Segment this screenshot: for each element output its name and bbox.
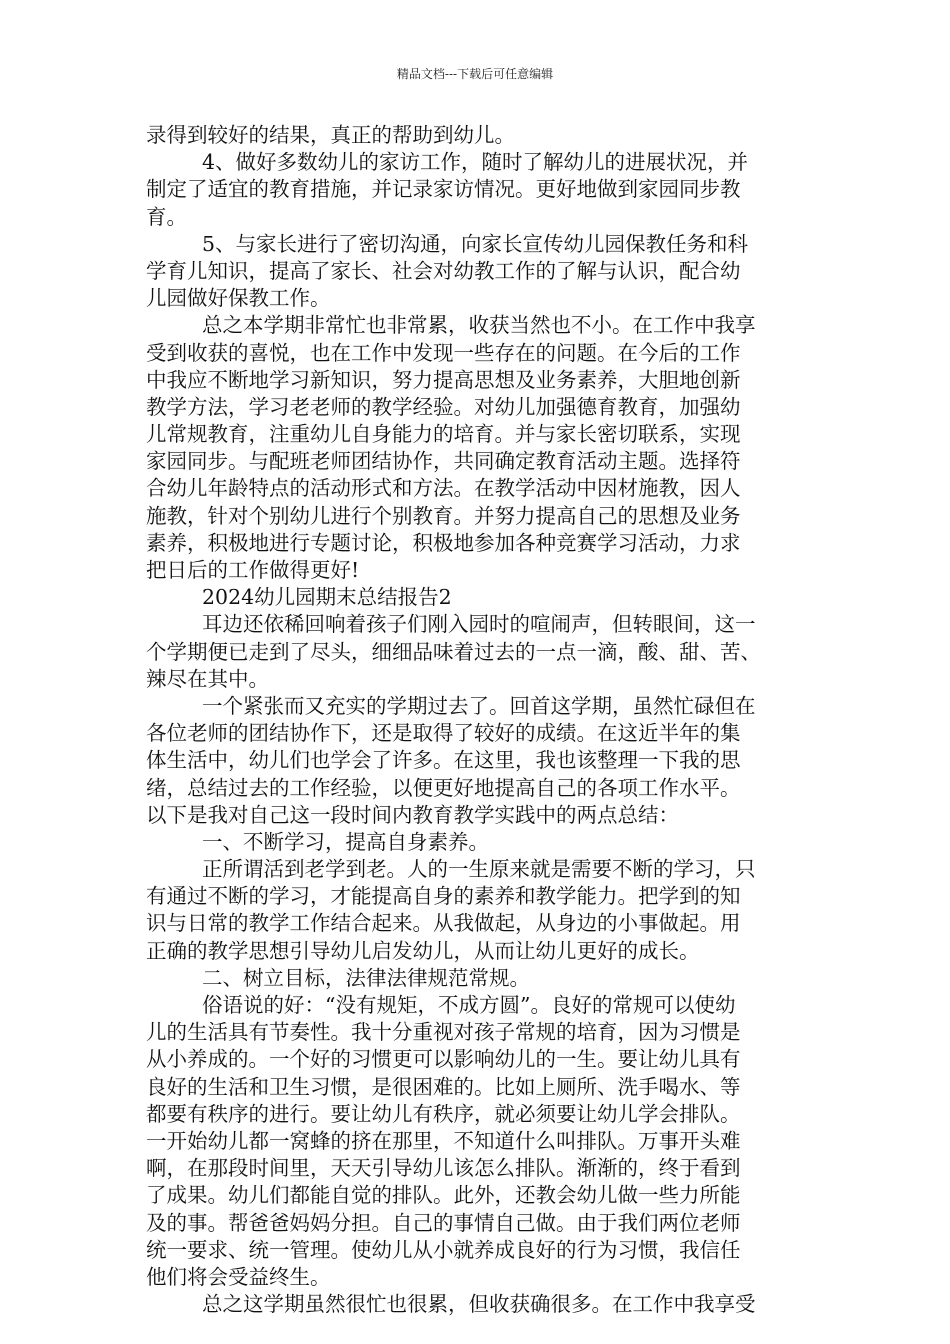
text-line: 一、不断学习，提高自身素养。	[202, 829, 489, 854]
text-line: 俗语说的好：“没有规矩，不成方圆”。良好的常规可以使幼	[202, 993, 736, 1017]
text-line: 录得到较好的结果，真正的帮助到幼儿。	[146, 123, 515, 147]
text-line: 绪，总结过去的工作经验，以便更好地提高自己的各项工作水平。	[146, 775, 741, 800]
text-line: 5、与家长进行了密切沟通，向家长宣传幼儿园保教任务和科	[202, 231, 749, 256]
text-line: 辣尽在其中。	[146, 666, 269, 691]
text-line: 教学方法，学习老老师的教学经验。对幼儿加强德育教育，加强幼	[146, 394, 741, 419]
text-line: 2024幼儿园期末总结报告2	[202, 585, 452, 610]
text-line: 啊，在那段时间里，天天引导幼儿该怎么排队。渐渐的，终于看到	[146, 1156, 741, 1181]
text-line: 有通过不断的学习，才能提高自身的素养和教学能力。把学到的知	[146, 884, 741, 909]
text-line: 一个紧张而又充实的学期过去了。回首这学期，虽然忙碌但在	[202, 693, 756, 718]
text-line: 耳边还依稀回响着孩子们刚入园时的喧闹声，但转眼间，这一	[202, 612, 756, 637]
text-line: 4、做好多数幼儿的家访工作，随时了解幼儿的进展状况，并	[202, 150, 749, 175]
text-line: 儿的生活具有节奏性。我十分重视对孩子常规的培育，因为习惯是	[146, 1020, 741, 1045]
text-line: 合幼儿年龄特点的活动形式和方法。在教学活动中因材施教，因人	[146, 476, 741, 501]
text-line: 总之这学期虽然很忙也很累，但收获确很多。在工作中我享受	[202, 1292, 756, 1317]
text-line: 把日后的工作做得更好!	[146, 558, 360, 582]
text-line: 从小养成的。一个好的习惯更可以影响幼儿的一生。要让幼儿具有	[146, 1047, 741, 1072]
text-line: 学育儿知识，提高了家长、社会对幼教工作的了解与认识，配合幼	[146, 258, 741, 283]
text-line: 中我应不断地学习新知识，努力提高思想及业务素养，大胆地创新	[146, 367, 741, 392]
text-line: 家园同步。与配班老师团结协作，共同确定教育活动主题。选择符	[146, 449, 741, 474]
text-line: 受到收获的喜悦，也在工作中发现一些存在的问题。在今后的工作	[146, 340, 741, 365]
page-header: 精品文档---下载后可任意编辑	[396, 67, 554, 81]
text-line: 以下是我对自己这一段时间内教育教学实践中的两点总结：	[146, 802, 679, 827]
text-line: 统一要求、统一管理。使幼儿从小就养成良好的行为习惯，我信任	[146, 1237, 741, 1262]
text-line: 儿园做好保教工作。	[146, 286, 331, 311]
document-body	[146, 122, 810, 1318]
text-line: 施教，针对个别幼儿进行个别教育。并努力提高自己的思想及业务	[146, 503, 741, 528]
text-line: 正确的教学思想引导幼儿启发幼儿，从而让幼儿更好的成长。	[146, 938, 700, 963]
text-line: 制定了适宜的教育措施，并记录家访情况。更好地做到家园同步教	[146, 177, 741, 202]
text-line: 了成果。幼儿们都能自觉的排队。此外，还教会幼儿做一些力所能	[146, 1183, 741, 1208]
text-line: 正所谓活到老学到老。人的一生原来就是需要不断的学习，只	[202, 857, 756, 882]
text-line: 儿常规教育，注重幼儿自身能力的培育。并与家长密切联系，实现	[146, 422, 741, 447]
text-line: 素养，积极地进行专题讨论，积极地参加各种竞赛学习活动，力求	[146, 530, 741, 555]
text-line: 他们将会受益终生。	[146, 1264, 331, 1289]
text-line: 都要有秩序的进行。要让幼儿有秩序，就必须要让幼儿学会排队。	[146, 1101, 741, 1126]
text-line: 二、树立目标，法律法律规范常规。	[202, 965, 530, 990]
text-line: 各位老师的团结协作下，还是取得了较好的成绩。在这近半年的集	[146, 721, 741, 746]
text-line: 及的事。帮爸爸妈妈分担。自己的事情自己做。由于我们两位老师	[146, 1210, 741, 1235]
text-line: 育。	[146, 204, 187, 229]
text-line: 良好的生活和卫生习惯，是很困难的。比如上厕所、洗手喝水、等	[146, 1074, 741, 1099]
text-line: 一开始幼儿都一窝蜂的挤在那里，不知道什么叫排队。万事开头难	[146, 1128, 741, 1153]
text-line: 识与日常的教学工作结合起来。从我做起，从身边的小事做起。用	[146, 911, 741, 936]
text-line: 个学期便已走到了尽头，细细品味着过去的一点一滴，酸、甜、苦、	[146, 639, 761, 664]
text-line: 总之本学期非常忙也非常累，收获当然也不小。在工作中我享	[202, 313, 756, 338]
text-line: 体生活中，幼儿们也学会了许多。在这里，我也该整理一下我的思	[146, 748, 741, 773]
